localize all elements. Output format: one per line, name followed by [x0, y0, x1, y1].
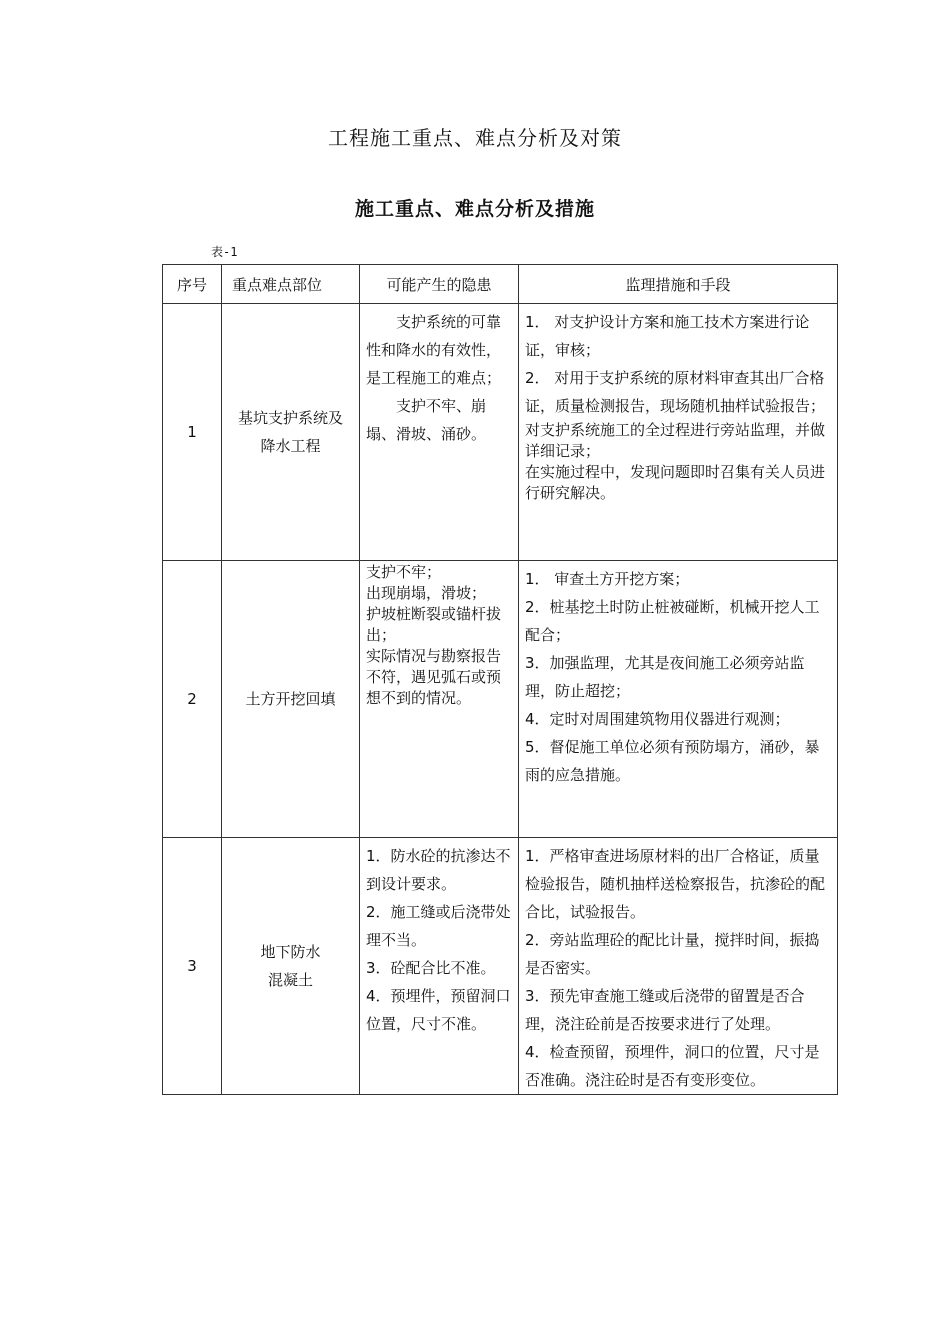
risk-item: 实际情况与勘察报告不符，遇见弧石或预想不到的情况。	[366, 647, 502, 707]
risk-item: 支护不牢、崩塌、滑坡、涌砂。	[366, 397, 487, 443]
part-line: 混凝土	[267, 971, 313, 989]
table-label: 表-1	[211, 245, 238, 259]
document-title: 工程施工重点、难点分析及对策	[328, 126, 622, 150]
risk-item: 支护系统的可靠性和降水的有效性，是工程施工的难点；	[366, 313, 502, 387]
measure-item: 2．桩基挖土时防止桩被碰断，机械开挖人工配合；	[525, 598, 820, 644]
risk-item: 4．预埋件，预留洞口位置，尺寸不准。	[366, 987, 511, 1033]
row-risks	[360, 561, 519, 838]
measure-item: 4．检查预留，预埋件，洞口的位置，尺寸是否准确。浇注砼时是否有变形变位。	[525, 1043, 820, 1089]
measure-item: 对支护系统施工的全过程进行旁站监理，并做详细记录；	[525, 421, 826, 460]
measure-item: 在实施过程中，发现问题即时召集有关人员进行研究解决。	[525, 463, 826, 502]
measure-item: 1．严格审查进场原材料的出厂合格证，质量检验报告，随机抽样送检察报告，抗渗砼的配合比，试验报告。	[525, 847, 826, 921]
part-line: 基坑支护系统及	[237, 409, 343, 427]
measure-item: 5．督促施工单位必须有预防塌方，涌砂，暴雨的应急措施。	[525, 738, 820, 784]
row-number: 1	[163, 304, 222, 561]
table-row	[163, 838, 838, 1095]
part-line: 降水工程	[260, 437, 321, 455]
row-number: 3	[163, 838, 222, 1095]
row-part	[222, 304, 360, 561]
risk-item: 支护不牢；	[366, 563, 442, 581]
part-line: 地下防水	[260, 943, 321, 961]
header-measures: 监理措施和手段	[519, 265, 838, 304]
row-measures	[519, 561, 838, 838]
risk-item: 护坡桩断裂或锚杆拔出；	[366, 605, 502, 644]
risk-item: 2．施工缝或后浇带处理不当。	[366, 903, 511, 949]
measure-item: 1． 审查土方开挖方案；	[525, 570, 690, 588]
measure-item: 4．定时对周围建筑物用仪器进行观测；	[525, 710, 790, 728]
header-no: 序号	[163, 265, 222, 304]
row-measures	[519, 304, 838, 561]
row-measures	[519, 838, 838, 1095]
table-row	[163, 561, 838, 838]
measure-item: 2．旁站监理砼的配比计量，搅拌时间，振捣是否密实。	[525, 931, 820, 977]
row-number: 2	[163, 561, 222, 838]
row-part	[222, 838, 360, 1095]
table-header-row	[163, 265, 838, 304]
row-risks	[360, 304, 519, 561]
row-part	[222, 561, 360, 838]
risk-item: 1．防水砼的抗渗达不到设计要求。	[366, 847, 511, 893]
measure-item: 1． 对支护设计方案和施工技术方案进行论证，审核；	[525, 313, 810, 359]
part-line: 土方开挖回填	[245, 690, 336, 708]
risk-item: 3．砼配合比不准。	[366, 959, 496, 977]
analysis-table	[162, 264, 838, 1095]
measure-item: 3．预先审查施工缝或后浇带的留置是否合理，浇注砼前是否按要求进行了处理。	[525, 987, 805, 1033]
header-risks: 可能产生的隐患	[360, 265, 519, 304]
table-row	[163, 304, 838, 561]
measure-item: 2． 对用于支护系统的原材料审查其出厂合格证，质量检测报告，现场随机抽样试验报告；	[525, 369, 826, 415]
row-risks	[360, 838, 519, 1095]
header-part: 重点难点部位	[222, 265, 360, 304]
measure-item: 3．加强监理，尤其是夜间施工必须旁站监理，防止超挖；	[525, 654, 805, 700]
risk-item: 出现崩塌，滑坡；	[366, 584, 487, 602]
table-title: 施工重点、难点分析及措施	[354, 198, 595, 220]
